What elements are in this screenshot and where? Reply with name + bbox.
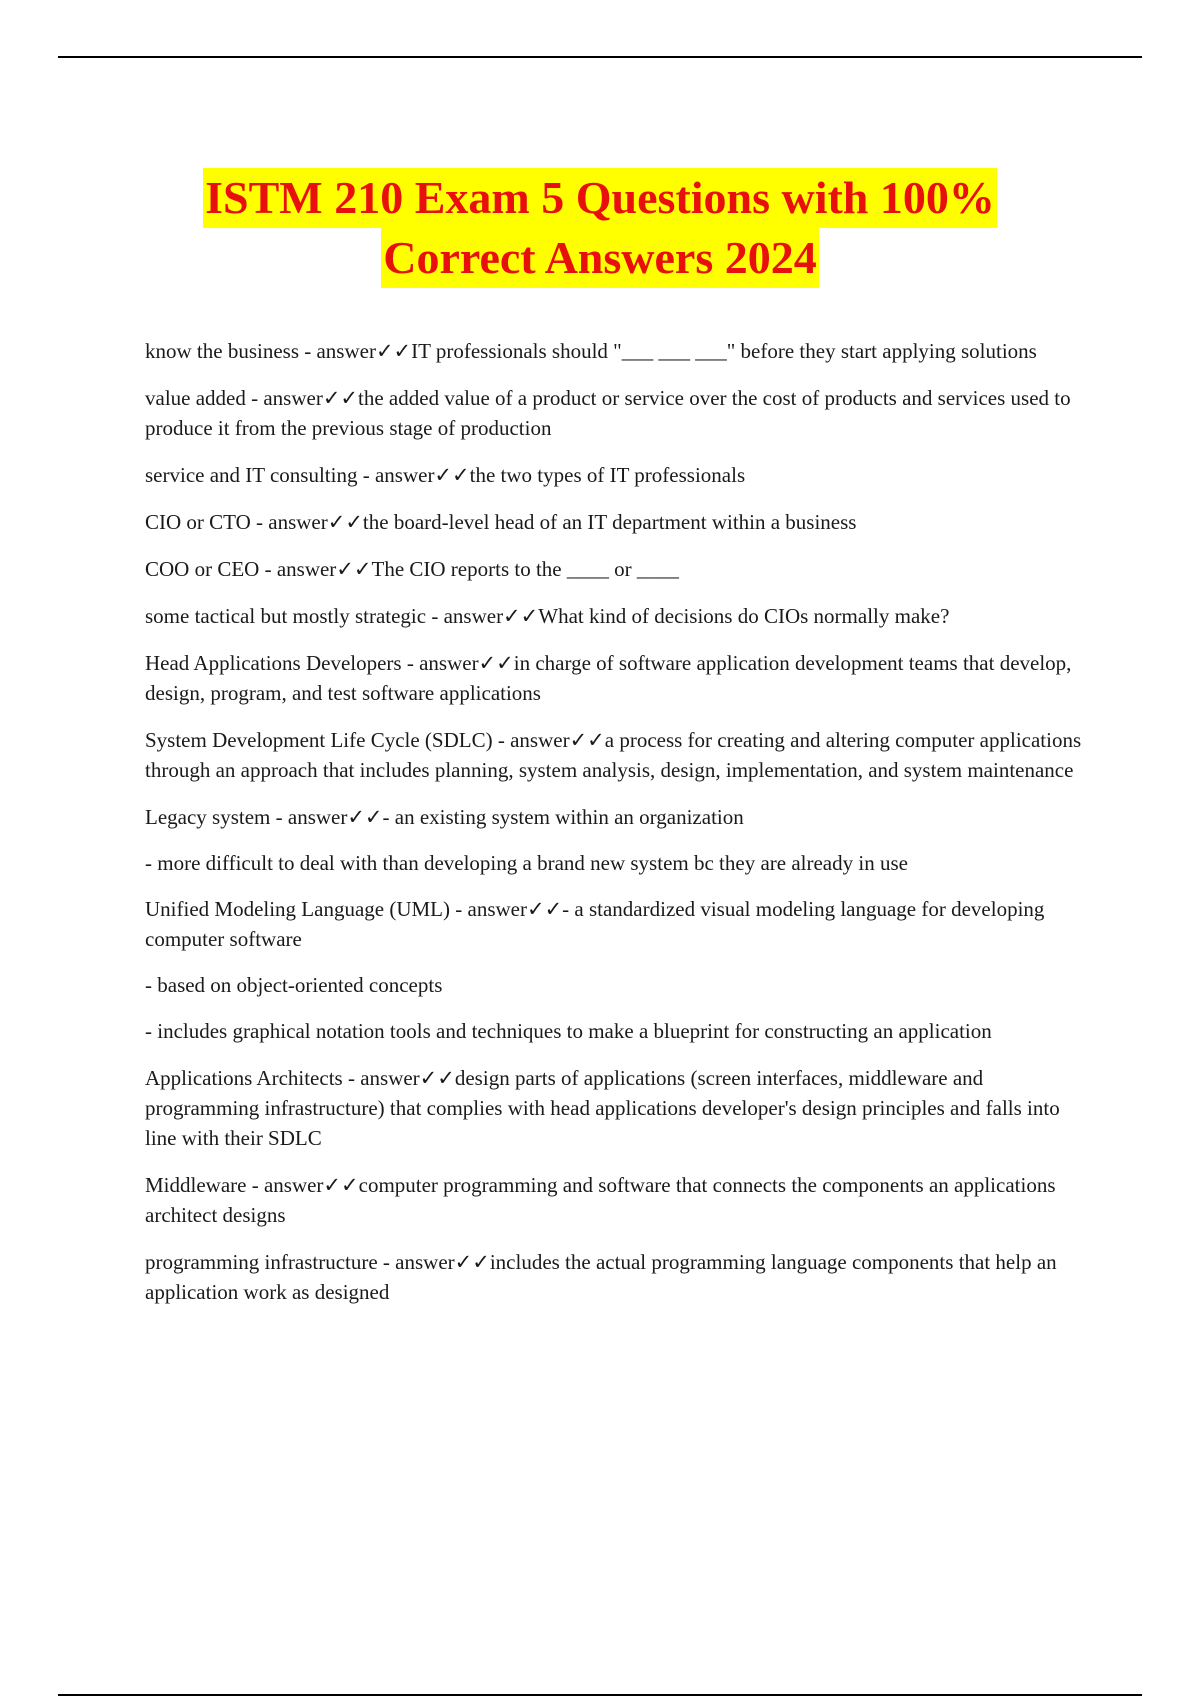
document-title xyxy=(0,168,1200,288)
qa-entry-tactical-strategic: some tactical but mostly strategic - answer✓✓What kind of decisions do CIOs normally make? xyxy=(145,604,950,628)
title-line-1: ISTM 210 Exam 5 Questions with 100% xyxy=(203,168,997,228)
qa-entry-cio-cto: CIO or CTO - answer✓✓the board-level head of an IT department within a business xyxy=(145,510,857,534)
qa-entry-know-the-business: know the business - answer✓✓IT professionals should "___ ___ ___" before they start applying solutions xyxy=(145,339,1037,363)
qa-entry-programming-infrastructure: programming infrastructure - answer✓✓includes the actual programming language components that help an application work as designed xyxy=(145,1250,1057,1304)
qa-entry-service-it-consulting: service and IT consulting - answer✓✓the two types of IT professionals xyxy=(145,463,746,487)
qa-entry-sdlc: System Development Life Cycle (SDLC) - answer✓✓a process for creating and altering computer applications through an approach that includes planning, system analysis, design, implementation, and system maintenance xyxy=(145,728,1082,782)
qa-entry-uml-note-1: - based on object-oriented concepts xyxy=(145,973,443,997)
qa-entry-legacy-system: Legacy system - answer✓✓- an existing system within an organization xyxy=(145,805,744,829)
title-line-2: Correct Answers 2024 xyxy=(381,228,819,288)
qa-entry-middleware: Middleware - answer✓✓computer programming and software that connects the components an applications architect designs xyxy=(145,1173,1056,1227)
bottom-rule xyxy=(58,1694,1142,1696)
document-body xyxy=(145,336,1090,1324)
top-rule xyxy=(58,56,1142,58)
qa-entry-head-app-developers: Head Applications Developers - answer✓✓in charge of software application development teams that develop, design, program, and test software applications xyxy=(145,651,1072,705)
qa-entry-uml: Unified Modeling Language (UML) - answer✓✓- a standardized visual modeling language for developing computer software xyxy=(145,897,1045,951)
qa-entry-applications-architects: Applications Architects - answer✓✓design parts of applications (screen interfaces, middleware and programming infrastructure) that complies with head applications developer's design principles and falls into line with their SDLC xyxy=(145,1066,1060,1150)
qa-entry-uml-note-2: - includes graphical notation tools and techniques to make a blueprint for constructing an application xyxy=(145,1019,992,1043)
qa-entry-value-added: value added - answer✓✓the added value of a product or service over the cost of products and services used to produce it from the previous stage of production xyxy=(145,386,1071,440)
qa-entry-legacy-system-note: - more difficult to deal with than developing a brand new system bc they are already in use xyxy=(145,851,908,875)
qa-entry-coo-ceo: COO or CEO - answer✓✓The CIO reports to the ____ or ____ xyxy=(145,557,679,581)
